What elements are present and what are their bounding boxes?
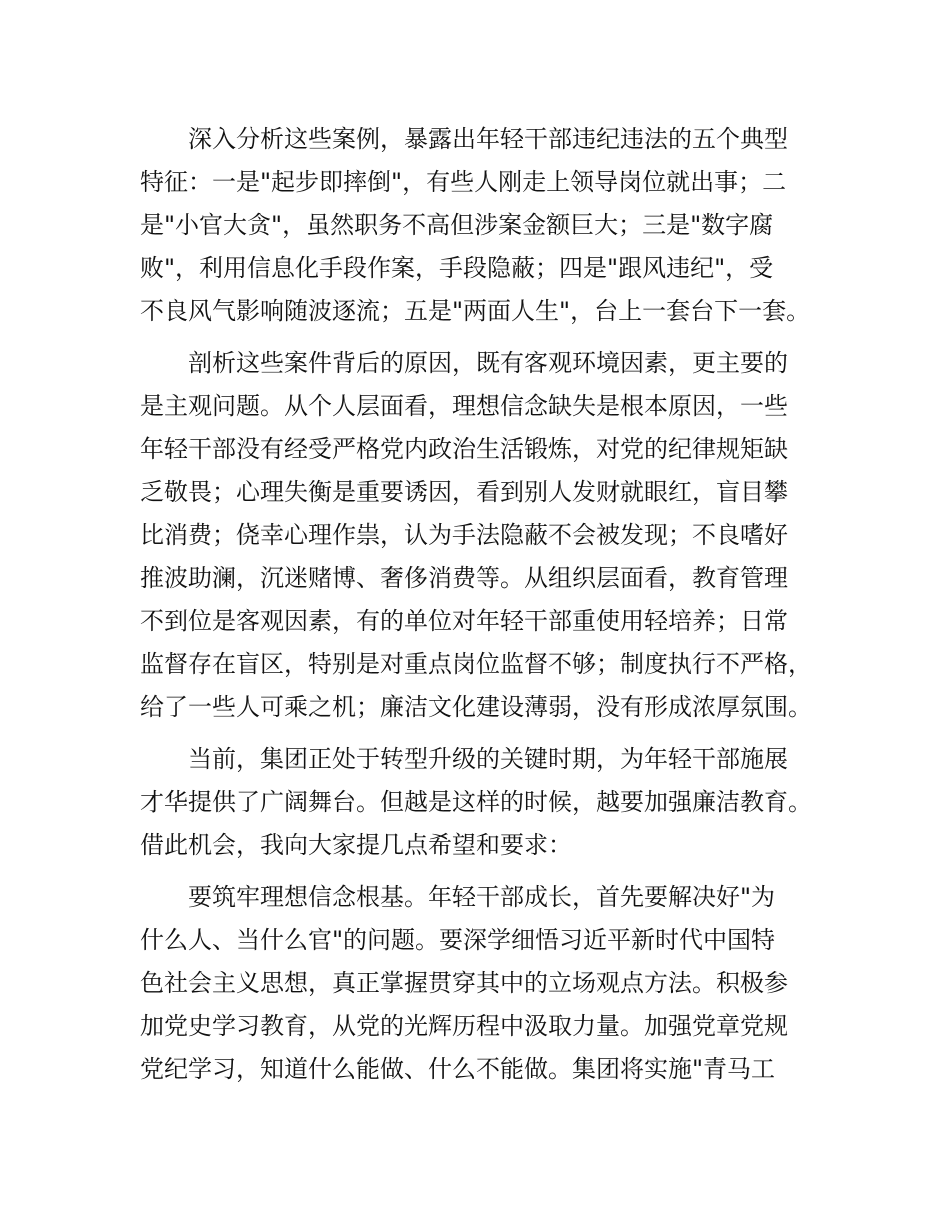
text-line: 剖析这些案件背后的原因，既有客观环境因素，更主要的 — [188, 349, 788, 377]
text-line: 要筑牢理想信念根基。年轻干部成长，首先要解决好"为 — [188, 883, 776, 911]
text-line: 不到位是客观因素，有的单位对年轻干部重使用轻培养；日常 — [140, 607, 788, 635]
text-line: 特征：一是"起步即摔倒"，有些人刚走上领导岗位就出事；二 — [140, 168, 787, 196]
text-line: 不良风气影响随波逐流；五是"两面人生"，台上一套台下一套。 — [140, 297, 811, 325]
text-line: 党纪学习，知道什么能做、什么不能做。集团将实施"青马工 — [140, 1055, 776, 1083]
text-line: 加党史学习教育，从党的光辉历程中汲取力量。加强党章党规 — [140, 1012, 788, 1040]
text-line: 年轻干部没有经受严格党内政治生活锻炼，对党的纪律规矩缺 — [140, 435, 788, 463]
paragraph-typical-features — [140, 118, 830, 333]
text-line: 色社会主义思想，真正掌握贯穿其中的立场观点方法。积极参 — [140, 969, 788, 997]
text-line: 深入分析这些案例，暴露出年轻干部违纪违法的五个典型 — [188, 125, 788, 153]
text-line: 推波助澜，沉迷赌博、奢侈消费等。从组织层面看，教育管理 — [140, 564, 788, 592]
text-line: 借此机会，我向大家提几点希望和要求： — [140, 831, 572, 859]
text-line: 是"小官大贪"，虽然职务不高但涉案金额巨大；三是"数字腐 — [140, 211, 774, 239]
paragraph-ideals-foundation — [140, 876, 830, 1091]
text-line: 乏敬畏；心理失衡是重要诱因，看到别人发财就眼红，盲目攀 — [140, 478, 788, 506]
text-line: 给了一些人可乘之机；廉洁文化建设薄弱，没有形成浓厚氛围。 — [140, 693, 812, 721]
text-line: 才华提供了广阔舞台。但越是这样的时候，越要加强廉洁教育。 — [140, 788, 812, 816]
document-body — [140, 118, 830, 1100]
paragraph-current-situation — [140, 738, 830, 867]
text-line: 当前，集团正处于转型升级的关键时期，为年轻干部施展 — [188, 745, 788, 773]
text-line: 是主观问题。从个人层面看，理想信念缺失是根本原因，一些 — [140, 392, 788, 420]
text-line: 比消费；侥幸心理作祟，认为手法隐蔽不会被发现；不良嗜好 — [140, 521, 788, 549]
text-line: 败"，利用信息化手段作案，手段隐蔽；四是"跟风违纪"，受 — [140, 254, 774, 282]
paragraph-causes-analysis — [140, 342, 830, 729]
text-line: 监督存在盲区，特别是对重点岗位监督不够；制度执行不严格， — [140, 650, 812, 678]
text-line: 什么人、当什么官"的问题。要深学细悟习近平新时代中国特 — [140, 926, 776, 954]
